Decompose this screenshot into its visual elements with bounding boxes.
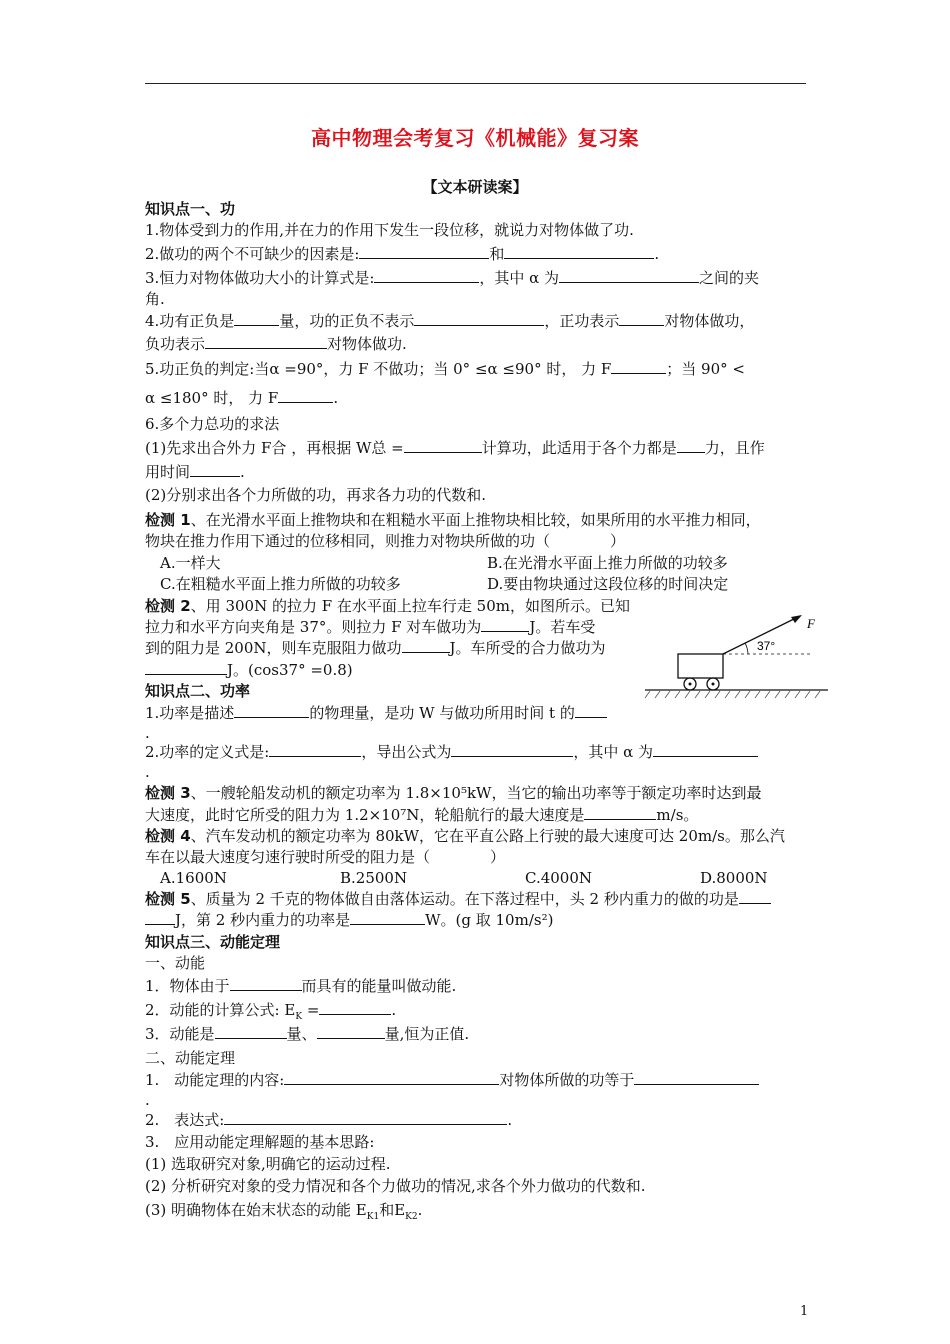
kp2-line-1: 1.功率是描述 的物理量，是功 W 与做功所用时间 t 的	[145, 703, 607, 723]
kp2-line-1b: .	[145, 724, 150, 742]
force-label: F	[807, 616, 815, 631]
kp3-line-10: (3) 明确物体在始末状态的动能 $E_{K1}$和$E_{K2}$.	[145, 1201, 423, 1222]
kp3-subheading-1: 一、动能	[145, 954, 206, 972]
kp2-line-2: 2.功率的定义式是: ，导出公式为 ，其中 α 为	[145, 742, 758, 762]
kp3-line-6: 2. 表达式: .	[145, 1111, 513, 1129]
check4-option-a: A.1600N	[160, 869, 227, 887]
kp3-heading: 知识点三、动能定理	[145, 933, 281, 951]
cart-figure	[640, 610, 830, 700]
header-rule	[145, 83, 806, 84]
kp1-line-3: 3.恒力对物体做功大小的计算式是: ，其中 α 为 之间的夹	[145, 269, 760, 287]
kp1-line-2: 2.做功的两个不可缺少的因素是: 和 .	[145, 245, 660, 263]
cart-body	[678, 654, 723, 678]
angle-label: 37°	[757, 639, 776, 653]
check5-line-2: J，第 2 秒内重力的功率是 W。(g 取 10m/s²)	[145, 910, 553, 930]
check1-option-d: D.要由物块通过这段位移的时间决定	[487, 575, 729, 593]
kp1-line-8: (2)分别求出各个力所做的功，再求各力功的代数和.	[145, 486, 487, 504]
kp3-line-1: 1．物体由于 而具有的能量叫做动能.	[145, 977, 457, 995]
check3-line-2: 大速度，此时它所受的阻力为 1.2×10⁷N，轮船航行的最大速度是 m/s。	[145, 806, 699, 824]
check5-line-1: 检测 5、质量为 2 千克的物体做自由落体运动。在下落过程中，头 2 秒内重力的做的功是	[145, 889, 771, 909]
kp3-line-3: 3．动能是 量、 量,恒为正值.	[145, 1025, 470, 1043]
kp3-line-5: .	[145, 1091, 150, 1109]
section-heading: 【文本研读案】	[422, 178, 528, 196]
check1-question: 检测 1、在光滑水平面上推物块和在粗糙水平面上推物块相比较，如果所用的水平推力相同，	[145, 511, 761, 529]
page-number: 1	[800, 1304, 809, 1319]
kp1-line-4: 4.功有正负是 量，功的正负不表示 ，正功表示 对物体做功，	[145, 312, 755, 330]
kp1-line-5b: α ≤180° 时， 力 F .	[145, 389, 339, 407]
kp1-heading: 知识点一、功	[145, 200, 236, 218]
kp1-line-4b: 负功表示 对物体做功.	[145, 335, 407, 353]
kp2-line-2b: .	[145, 763, 150, 781]
check4-line-2: 车在以最大速度匀速行驶时所受的阻力是（ ）	[145, 848, 506, 866]
kp1-line-3b: 角.	[145, 290, 165, 308]
kp1-line-7: (1)先求出合外力 F合 ，再根据 W总 = 计算功，此适用于各个力都是 力，且作	[145, 439, 765, 457]
check4-line-1: 检测 4、汽车发动机的额定功率为 80kW，它在平直公路上行驶的最大速度可达 20m/s。那么汽	[145, 827, 785, 845]
check2-line-4: J。(cos37° =0.8)	[145, 660, 353, 680]
page-title: 高中物理会考复习《机械能》复习案	[311, 126, 639, 150]
check3-line-1: 检测 3、一艘轮船发动机的额定功率为 1.8×10⁵kW，当它的输出功率等于额定功率时达到最	[145, 784, 762, 802]
check1-option-c: C.在粗糙水平面上推力所做的功较多	[160, 575, 401, 593]
check4-option-d: D.8000N	[700, 869, 768, 887]
check1-option-b: B.在光滑水平面上推力所做的功较多	[487, 554, 728, 572]
check2-line-2: 拉力和水平方向夹角是 37°。则拉力 F 对车做功为 J。若车受	[145, 618, 596, 636]
kp3-line-8: (1) 选取研究对象,明确它的运动过程.	[145, 1155, 391, 1173]
check4-option-c: C.4000N	[525, 869, 593, 887]
kp1-line-5: 5.功正负的判定:当α =90°，力 F 不做功；当 0° ≤α ≤90° 时， 力 F ；当 90° <	[145, 360, 745, 378]
check1-option-a: A.一样大	[160, 554, 221, 572]
kp3-line-9: (2) 分析研究对象的受力情况和各个力做功的情况,求各个外力做功的代数和.	[145, 1177, 646, 1195]
check1-question-2: 物块在推力作用下通过的位移相同，则推力对物块所做的功（ ）	[145, 532, 626, 550]
check4-option-b: B.2500N	[340, 869, 408, 887]
kp1-line-6: 6.多个力总功的求法	[145, 415, 280, 433]
kp3-subheading-2: 二、动能定理	[145, 1049, 236, 1067]
check2-line-3: 到的阻力是 200N，则车克服阻力做功 J。车所受的合力做功为	[145, 639, 606, 657]
kp1-line-7b: 用时间 .	[145, 463, 245, 481]
kp3-line-7: 3. 应用动能定理解题的基本思路:	[145, 1133, 375, 1151]
kp1-line-1: 1.物体受到力的作用,并在力的作用下发生一段位移，就说力对物体做了功.	[145, 221, 634, 239]
check2-line-1: 检测 2、用 300N 的拉力 F 在水平面上拉车行走 50m，如图所示。已知	[145, 597, 630, 615]
kp3-line-2: 2．动能的计算公式: $E_K$ = .	[145, 1001, 397, 1022]
kp3-line-4: 1. 动能定理的内容: 对物体所做的功等于	[145, 1070, 759, 1090]
kp2-heading: 知识点二、功率	[145, 682, 251, 700]
